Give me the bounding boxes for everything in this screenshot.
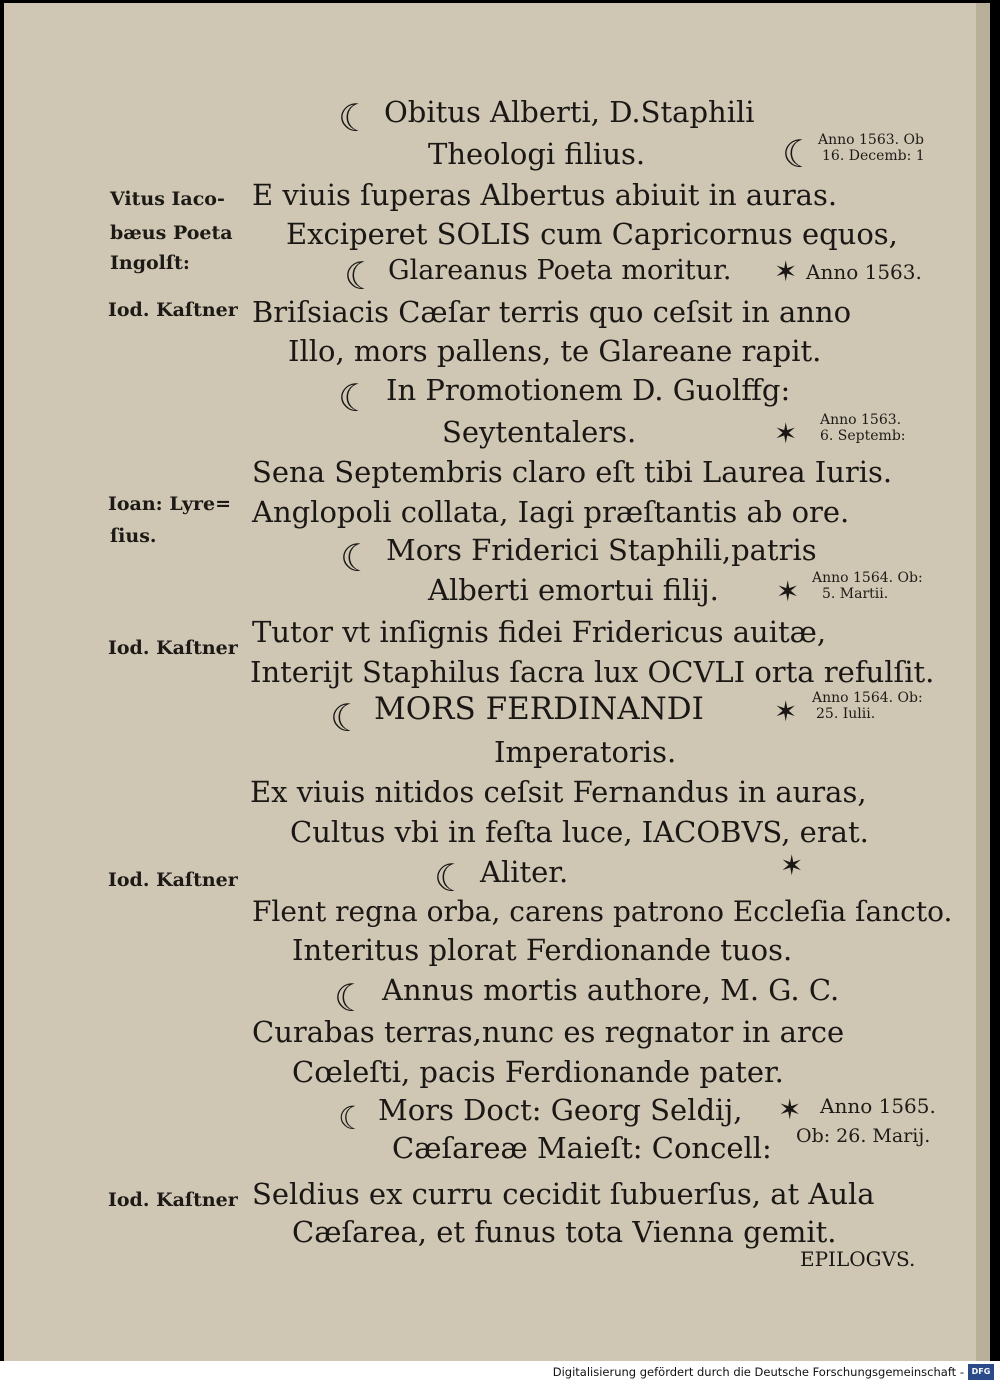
dfg-logo: DFG (968, 1364, 994, 1380)
pilcrow-icon: ☾ (434, 856, 469, 900)
book-page (4, 3, 990, 1361)
heading-caesareae: Cæſareæ Maieſt: Concell: (392, 1131, 772, 1165)
verse-line: Cultus vbi in feſta luce, IACOBVS, erat. (290, 815, 869, 849)
heading-imperatoris: Imperatoris. (494, 735, 677, 769)
verse-line: Cœleſti, pacis Ferdionande pater. (292, 1055, 784, 1089)
verse-line: Cæſarea, et funus tota Vienna gemit. (292, 1215, 837, 1249)
footer-credit: Digitalisierung gefördert durch die Deutsche Forschungsgemeinschaft - (552, 1365, 964, 1379)
heading-glareanus: Glareanus Poeta moritur. (388, 255, 732, 286)
margin-author: ſius. (110, 525, 157, 547)
heading-obitus-alberti: Obitus Alberti, D.Staphili (384, 95, 755, 129)
side-note: Anno 1563. (806, 260, 922, 284)
margin-author: Ingolſt: (110, 252, 190, 274)
side-note: Anno 1563. Ob (818, 132, 924, 148)
verse-line: Seldius ex curru cecidit ſubuerſus, at Aula (252, 1177, 875, 1211)
pilcrow-icon: ☾ (782, 132, 817, 176)
side-note: 5. Martii. (822, 586, 889, 602)
heading-alberti-emortui: Alberti emortui filij. (428, 573, 719, 607)
side-note: Anno 1564. Ob: (812, 570, 923, 586)
pilcrow-icon: ☾ (340, 536, 375, 580)
verse-line: Exciperet SOLIS cum Capricornus equos, (286, 217, 898, 251)
heading-seytentalers: Seytentalers. (442, 415, 637, 449)
margin-author: Iod. Kaſtner (108, 637, 238, 659)
page-edge (976, 3, 990, 1361)
verse-line: Ex viuis nitidos ceſsit Fernandus in auras, (250, 775, 867, 809)
side-note: Anno 1565. (820, 1094, 936, 1118)
asterisk-icon: ✶ (774, 695, 798, 728)
side-note: Ob: 26. Marij. (796, 1125, 931, 1147)
pilcrow-icon: ☾ (338, 376, 373, 420)
catchword: EPILOGVS. (800, 1247, 916, 1271)
margin-author: Ioan: Lyre= (108, 493, 232, 515)
heading-mors-seldij: Mors Doct: Georg Seldij, (378, 1093, 743, 1127)
verse-line: Tutor vt inſignis fidei Fridericus auitæ, (252, 615, 827, 649)
verse-line: Curabas terras,nunc es regnator in arce (252, 1015, 845, 1049)
heading-mors-ferdinandi: MORS FERDINANDI (374, 691, 704, 727)
footer-bar (0, 1361, 1000, 1384)
verse-line: E viuis ſuperas Albertus abiuit in auras. (252, 178, 838, 212)
heading-mors-friderici: Mors Friderici Staphili,patris (386, 533, 817, 567)
asterisk-icon: ✶ (780, 849, 804, 882)
side-note: Anno 1564. Ob: (812, 690, 923, 706)
asterisk-icon: ✶ (776, 575, 800, 608)
side-note: 16. Decemb: 1 (822, 148, 925, 164)
pilcrow-icon: ☾ (334, 976, 369, 1020)
verse-line: Briſsiacis Cæſar terris quo ceſsit in anno (252, 295, 852, 329)
verse-line: Illo, mors pallens, te Glareane rapit. (288, 334, 822, 368)
asterisk-icon: ✶ (774, 255, 798, 288)
side-note: 25. Iulii. (816, 706, 876, 722)
verse-line: Flent regna orba, carens patrono Eccleſia ſancto. (252, 895, 953, 928)
side-note: Anno 1563. (820, 412, 902, 428)
margin-author: Iod. Kaſtner (108, 869, 238, 891)
pilcrow-icon: ☾ (330, 696, 365, 740)
heading-theologi-filius: Theologi filius. (428, 137, 646, 171)
margin-author: Vitus Iaco- (110, 188, 225, 210)
heading-aliter: Aliter. (480, 855, 569, 889)
asterisk-icon: ✶ (778, 1093, 802, 1126)
heading-annus-mortis: Annus mortis authore, M. G. C. (382, 973, 840, 1007)
verse-line: Anglopoli collata, Iagi præſtantis ab ore. (252, 495, 850, 529)
pilcrow-icon: ☾ (344, 254, 379, 298)
pilcrow-icon: ☾ (338, 1099, 367, 1137)
heading-promotionem: In Promotionem D. Guolffg: (386, 373, 791, 407)
side-note: 6. Septemb: (820, 428, 906, 444)
pilcrow-icon: ☾ (338, 96, 373, 140)
margin-author: bæus Poeta (110, 222, 233, 244)
verse-line: Interijt Staphilus ſacra lux OCVLI orta refulſit. (250, 655, 935, 689)
verse-line: Interitus plorat Ferdionande tuos. (292, 933, 793, 967)
margin-author: Iod. Kaſtner (108, 299, 238, 321)
margin-author: Iod. Kaſtner (108, 1189, 238, 1211)
verse-line: Sena Septembris claro eſt tibi Laurea Iuris. (252, 455, 893, 489)
asterisk-icon: ✶ (774, 417, 798, 450)
